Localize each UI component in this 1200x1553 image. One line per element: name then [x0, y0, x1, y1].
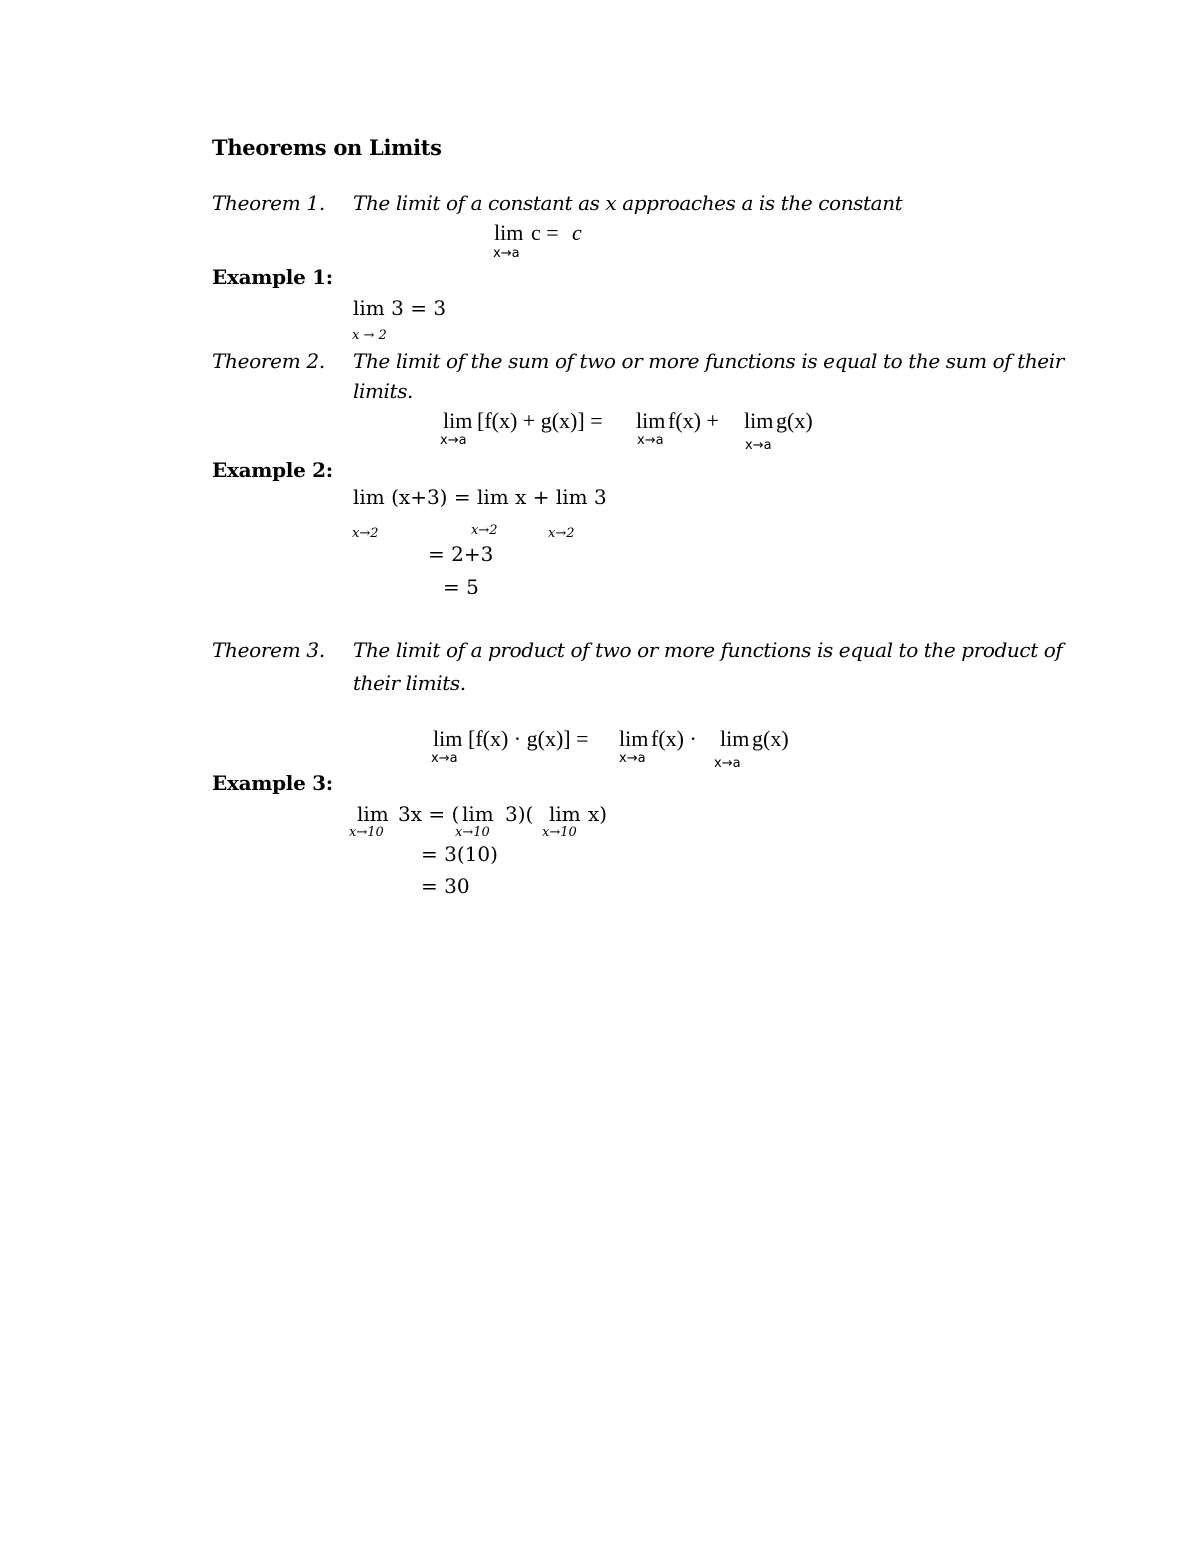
limit-operator: lim: [619, 726, 649, 751]
example-2-subscript: x→2: [471, 523, 498, 538]
limit-subscript: x→a: [619, 751, 646, 766]
formula-body: g(x): [776, 408, 813, 433]
example-3-label: Example 3:: [212, 771, 333, 795]
theorem-1-label: Theorem 1.: [212, 191, 325, 215]
limit-subscript: x→a: [493, 246, 520, 261]
limit-subscript: x→a: [714, 756, 741, 771]
example-2-subscript: x→2: [352, 526, 379, 541]
example-3-step-1: = 3(10): [421, 842, 498, 866]
limit-operator: lim: [636, 408, 666, 433]
example-1-subscript: x → 2: [352, 328, 387, 343]
expression-part: x): [588, 802, 608, 826]
limit-subscript: x→a: [440, 433, 467, 448]
limit-subscript: x→10: [349, 825, 384, 840]
example-3-step-2: = 30: [421, 874, 470, 898]
theorem-1-statement: The limit of a constant as x approaches a is the constant: [353, 191, 903, 215]
expression-part: 3x = (: [398, 802, 460, 826]
formula-body: [f(x) + g(x)] =: [477, 408, 603, 433]
example-2-step-2: = 5: [443, 575, 479, 599]
formula-body: g(x): [752, 726, 789, 751]
example-1-expression: lim 3 = 3: [353, 296, 447, 320]
expression-part: 3)(: [505, 802, 534, 826]
example-1-label: Example 1:: [212, 265, 333, 289]
limit-subscript: x→a: [745, 438, 772, 453]
limit-subscript: x→a: [637, 433, 664, 448]
limit-subscript: x→10: [455, 825, 490, 840]
theorem-3-statement-line1: The limit of a product of two or more functions is equal to the product of: [353, 638, 1063, 662]
limit-operator: lim: [462, 802, 494, 826]
limit-operator: lim: [744, 408, 774, 433]
limit-operator: lim: [443, 408, 473, 433]
example-2-step-1: = 2+3: [428, 542, 494, 566]
limit-operator: lim: [720, 726, 750, 751]
example-2-label: Example 2:: [212, 458, 333, 482]
limit-subscript: x→10: [542, 825, 577, 840]
theorem-3-statement-line2: their limits.: [353, 671, 466, 695]
theorem-3-label: Theorem 3.: [212, 638, 325, 662]
theorem-2-label: Theorem 2.: [212, 349, 325, 373]
example-2-expression: lim (x+3) = lim x + lim 3: [353, 485, 607, 509]
limit-operator: lim: [433, 726, 463, 751]
example-2-subscript: x→2: [548, 526, 575, 541]
limit-subscript: x→a: [431, 751, 458, 766]
limit-operator: lim: [549, 802, 581, 826]
document-title: Theorems on Limits: [212, 135, 442, 160]
theorem-2-statement-line2: limits.: [353, 379, 414, 403]
formula-body: c =: [531, 220, 559, 245]
theorem-2-statement-line1: The limit of the sum of two or more functions is equal to the sum of their: [353, 349, 1064, 373]
formula-body: [f(x) · g(x)] =: [468, 726, 589, 751]
limit-operator: lim: [357, 802, 389, 826]
limit-operator: lim: [494, 220, 524, 245]
formula-variable: c: [572, 220, 582, 245]
formula-body: f(x) ·: [651, 726, 697, 751]
formula-body: f(x) +: [668, 408, 719, 433]
